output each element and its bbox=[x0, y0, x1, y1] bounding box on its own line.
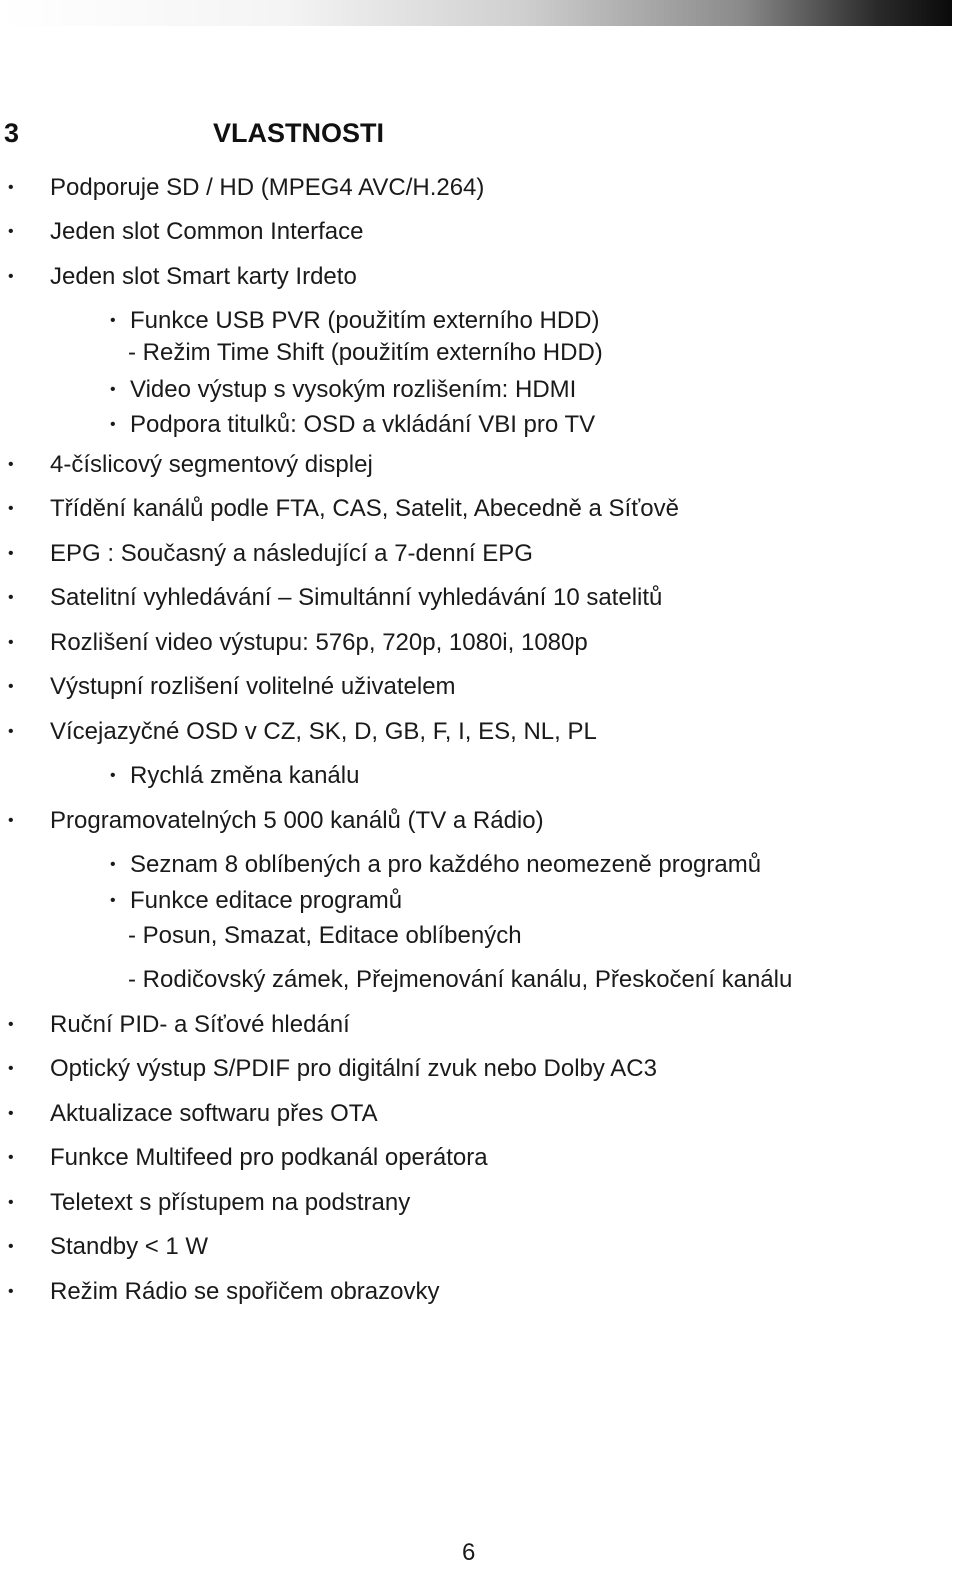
section-title: VLASTNOSTI bbox=[213, 118, 385, 148]
list-item: Funkce USB PVR (použitím externího HDD) bbox=[130, 307, 600, 334]
bullet-icon: • bbox=[8, 179, 14, 196]
list-item: Satelitní vyhledávání – Simultánní vyhledávání 10 satelitů bbox=[50, 584, 663, 611]
bullet-icon: • bbox=[8, 500, 14, 517]
list-item: Funkce Multifeed pro podkanál operátora bbox=[50, 1144, 488, 1171]
list-item: Ruční PID- a Síťové hledání bbox=[50, 1011, 350, 1038]
bullet-icon: • bbox=[8, 1016, 14, 1033]
bullet-icon: • bbox=[8, 678, 14, 695]
list-item: Funkce editace programů bbox=[130, 887, 403, 914]
list-item: Standby < 1 W bbox=[50, 1233, 209, 1260]
list-item: Režim Rádio se spořičem obrazovky bbox=[50, 1278, 440, 1305]
list-item: Jeden slot Common Interface bbox=[50, 218, 364, 245]
list-item: Jeden slot Smart karty Irdeto bbox=[50, 263, 357, 290]
list-item: Podpora titulků: OSD a vkládání VBI pro TV bbox=[130, 411, 596, 438]
list-item: - Posun, Smazat, Editace oblíbených bbox=[128, 922, 522, 949]
bullet-icon: • bbox=[8, 1105, 14, 1122]
bullet-icon: • bbox=[110, 312, 116, 329]
list-item: Rychlá změna kanálu bbox=[130, 762, 360, 789]
list-item: Aktualizace softwaru přes OTA bbox=[50, 1100, 378, 1127]
section-number: 3 bbox=[4, 118, 20, 148]
bullet-icon: • bbox=[110, 416, 116, 433]
bullet-icon: • bbox=[8, 634, 14, 651]
list-item: EPG : Současný a následující a 7-denní EPG bbox=[50, 540, 533, 567]
page-number: 6 bbox=[462, 1539, 476, 1566]
bullet-icon: • bbox=[8, 723, 14, 740]
list-item: Vícejazyčné OSD v CZ, SK, D, GB, F, I, ES, NL, PL bbox=[50, 718, 597, 745]
bullet-icon: • bbox=[8, 1194, 14, 1211]
list-item: Optický výstup S/PDIF pro digitální zvuk nebo Dolby AC3 bbox=[50, 1055, 657, 1082]
list-item: Rozlišení video výstupu: 576p, 720p, 1080i, 1080p bbox=[50, 629, 588, 656]
bullet-icon: • bbox=[8, 812, 14, 829]
list-item: Video výstup s vysokým rozlišením: HDMI bbox=[130, 376, 577, 403]
list-item: Třídění kanálů podle FTA, CAS, Satelit, Abecedně a Síťově bbox=[50, 495, 679, 522]
section-heading bbox=[0, 118, 960, 154]
bullet-icon: • bbox=[8, 1238, 14, 1255]
list-item: Výstupní rozlišení volitelné uživatelem bbox=[50, 673, 456, 700]
bullet-icon: • bbox=[8, 268, 14, 285]
list-item: Programovatelných 5 000 kanálů (TV a Rádio) bbox=[50, 807, 544, 834]
list-item: - Režim Time Shift (použitím externího HDD) bbox=[128, 339, 603, 366]
bullet-icon: • bbox=[8, 545, 14, 562]
bullet-icon: • bbox=[110, 856, 116, 873]
list-item: Podporuje SD / HD (MPEG4 AVC/H.264) bbox=[50, 174, 485, 201]
bullet-icon: • bbox=[8, 589, 14, 606]
bullet-icon: • bbox=[110, 767, 116, 784]
list-item: Teletext s přístupem na podstrany bbox=[50, 1189, 411, 1216]
header-gradient-bar bbox=[0, 0, 952, 26]
bullet-icon: • bbox=[8, 1283, 14, 1300]
bullet-icon: • bbox=[110, 892, 116, 909]
list-item: - Rodičovský zámek, Přejmenování kanálu, Přeskočení kanálu bbox=[128, 966, 793, 993]
list-item: 4-číslicový segmentový displej bbox=[50, 451, 373, 478]
bullet-icon: • bbox=[8, 456, 14, 473]
bullet-icon: • bbox=[110, 381, 116, 398]
bullet-icon: • bbox=[8, 1060, 14, 1077]
list-item: Seznam 8 oblíbených a pro každého neomezeně programů bbox=[130, 851, 762, 878]
bullet-icon: • bbox=[8, 223, 14, 240]
bullet-icon: • bbox=[8, 1149, 14, 1166]
